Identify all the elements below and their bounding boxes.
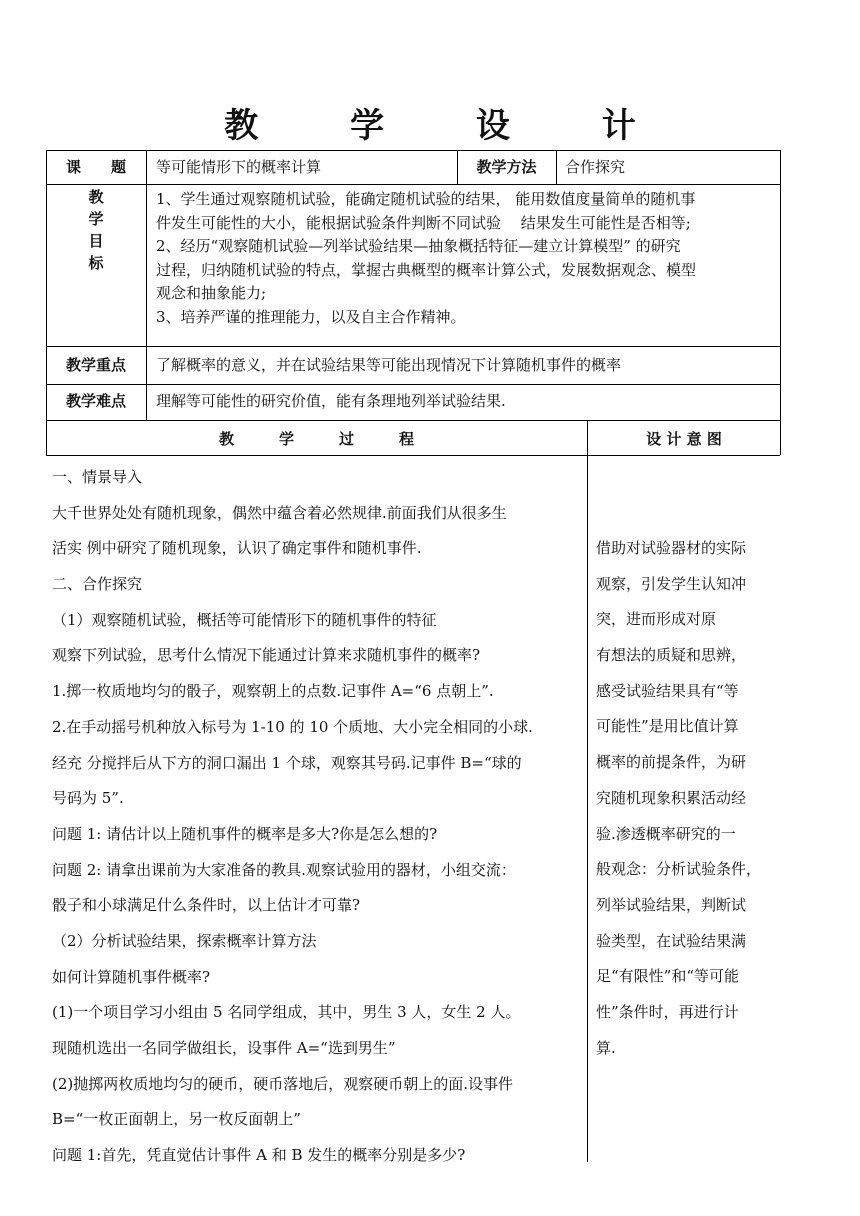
process-line: 骰子和小球满足什么条件时，以上估计才可靠?	[52, 896, 361, 915]
key-point-label: 教学重点	[65, 356, 126, 374]
design-intent	[596, 531, 776, 1066]
process-line: 经充 分搅拌后从下方的洞口漏出 1 个球，观察其号码.记事件 B=“球的	[52, 753, 522, 772]
process-line: B=“一枚正面朝上，另一枚反面朝上”	[52, 1110, 301, 1129]
objectives-label: 教 学 目 标	[88, 188, 104, 272]
intent-line: 突，进而形成对原	[596, 610, 717, 629]
intent-line: 算.	[596, 1038, 616, 1057]
process-body	[52, 460, 587, 1174]
process-line: 1.掷一枚质地均匀的骰子，观察朝上的点数.记事件 A=“6 点朝上”.	[52, 682, 494, 701]
topic-label: 课 题	[65, 158, 126, 176]
method-value: 合作探究	[565, 158, 626, 176]
page-title: 教 学 设 计	[224, 106, 676, 146]
method-label: 教学方法	[476, 158, 537, 176]
intent-header: 设 计 意 图	[646, 430, 722, 448]
intent-line: 验类型，在试验结果满	[596, 931, 747, 950]
process-line: （2）分析试验结果，探索概率计算方法	[52, 931, 317, 950]
process-line: (2)抛掷两枚质地均匀的硬币，硬币落地后，观察硬币朝上的面.设事件	[52, 1074, 514, 1093]
topic-value: 等可能情形下的概率计算	[156, 158, 322, 176]
intent-line: 观察，引发学生认知冲	[596, 574, 747, 593]
intent-line: 有想法的质疑和思辨，	[596, 646, 747, 665]
key-point-value: 了解概率的意义，并在试验结果等可能出现情况下计算随机事件的概率	[156, 356, 622, 374]
objective-line: 过程，归纳随机试验的特点，掌握古典概型的概率计算公式，发展数据观念、模型	[156, 260, 697, 279]
process-line: 一、情景导入	[52, 468, 143, 486]
intent-line: 般观念：分析试验条件，	[596, 860, 762, 879]
intent-line: 概率的前提条件，为研	[596, 753, 747, 772]
process-line: 号码为 5”.	[52, 789, 124, 808]
process-line: 问题 2: 请拿出课前为大家准备的教具.观察试验用的器材，小组交流：	[52, 860, 516, 879]
intent-line: 感受试验结果具有“等	[596, 681, 739, 700]
process-line: 2.在手动摇号机种放入标号为 1-10 的 10 个质地、大小完全相同的小球.	[52, 717, 533, 736]
process-line: 大千世界处处有随机现象，偶然中蕴含着必然规律.前面我们从很多生	[52, 503, 507, 522]
process-line: 观察下列试验，思考什么情况下能通过计算来求随机事件的概率?	[52, 646, 481, 665]
intent-line: 性”条件时，再进行计	[596, 1002, 739, 1021]
process-line: 活实 例中研究了随机现象，认识了确定事件和随机事件.	[52, 539, 422, 558]
process-line: 问题 1:首先，凭直觉估计事件 A 和 B 发生的概率分别是多少?	[52, 1146, 466, 1165]
objectives-text	[156, 188, 781, 329]
process-header: 教 学 过 程	[218, 430, 414, 448]
objective-line: 2、经历“观察随机试验—列举试验结果—抽象概括特征—建立计算模型” 的研究	[156, 237, 681, 255]
difficulty-label: 教学难点	[65, 392, 126, 410]
objective-line: 1、学生通过观察随机试验，能确定随机试验的结果， 能用数值度量简单的随机事	[156, 190, 696, 208]
objective-line: 件发生可能性的大小，能根据试验条件判断不同试验 结果发生可能性是否相等;	[156, 213, 691, 232]
process-line: 现随机选出一名同学做组长，设事件 A=“选到男生”	[52, 1039, 396, 1057]
objective-line: 观念和抽象能力;	[156, 284, 267, 302]
intent-line: 借助对试验器材的实际	[596, 539, 747, 557]
difficulty-value: 理解等可能性的研究价值，能有条理地列举试验结果.	[156, 392, 506, 410]
intent-line: 验.渗透概率研究的一	[596, 824, 736, 843]
process-line: 如何计算随机事件概率?	[52, 967, 211, 986]
objective-line: 3、培养严谨的推理能力，以及自主合作精神。	[156, 307, 466, 326]
process-line: （1）观察随机试验，概括等可能情形下的随机事件的特征	[52, 610, 437, 629]
intent-line: 足“有限性”和“等可能	[596, 967, 740, 986]
intent-line: 可能性”是用比值计算	[596, 717, 739, 736]
process-line: 二、合作探究	[52, 575, 143, 594]
intent-line: 究随机现象积累活动经	[596, 788, 747, 807]
intent-line: 列举试验结果，判断试	[596, 895, 747, 914]
process-line: 问题 1: 请估计以上随机事件的概率是多大?你是怎么想的?	[52, 824, 438, 843]
process-line: (1)一个项目学习小组由 5 名同学组成，其中，男生 3 人，女生 2 人。	[52, 1003, 521, 1022]
